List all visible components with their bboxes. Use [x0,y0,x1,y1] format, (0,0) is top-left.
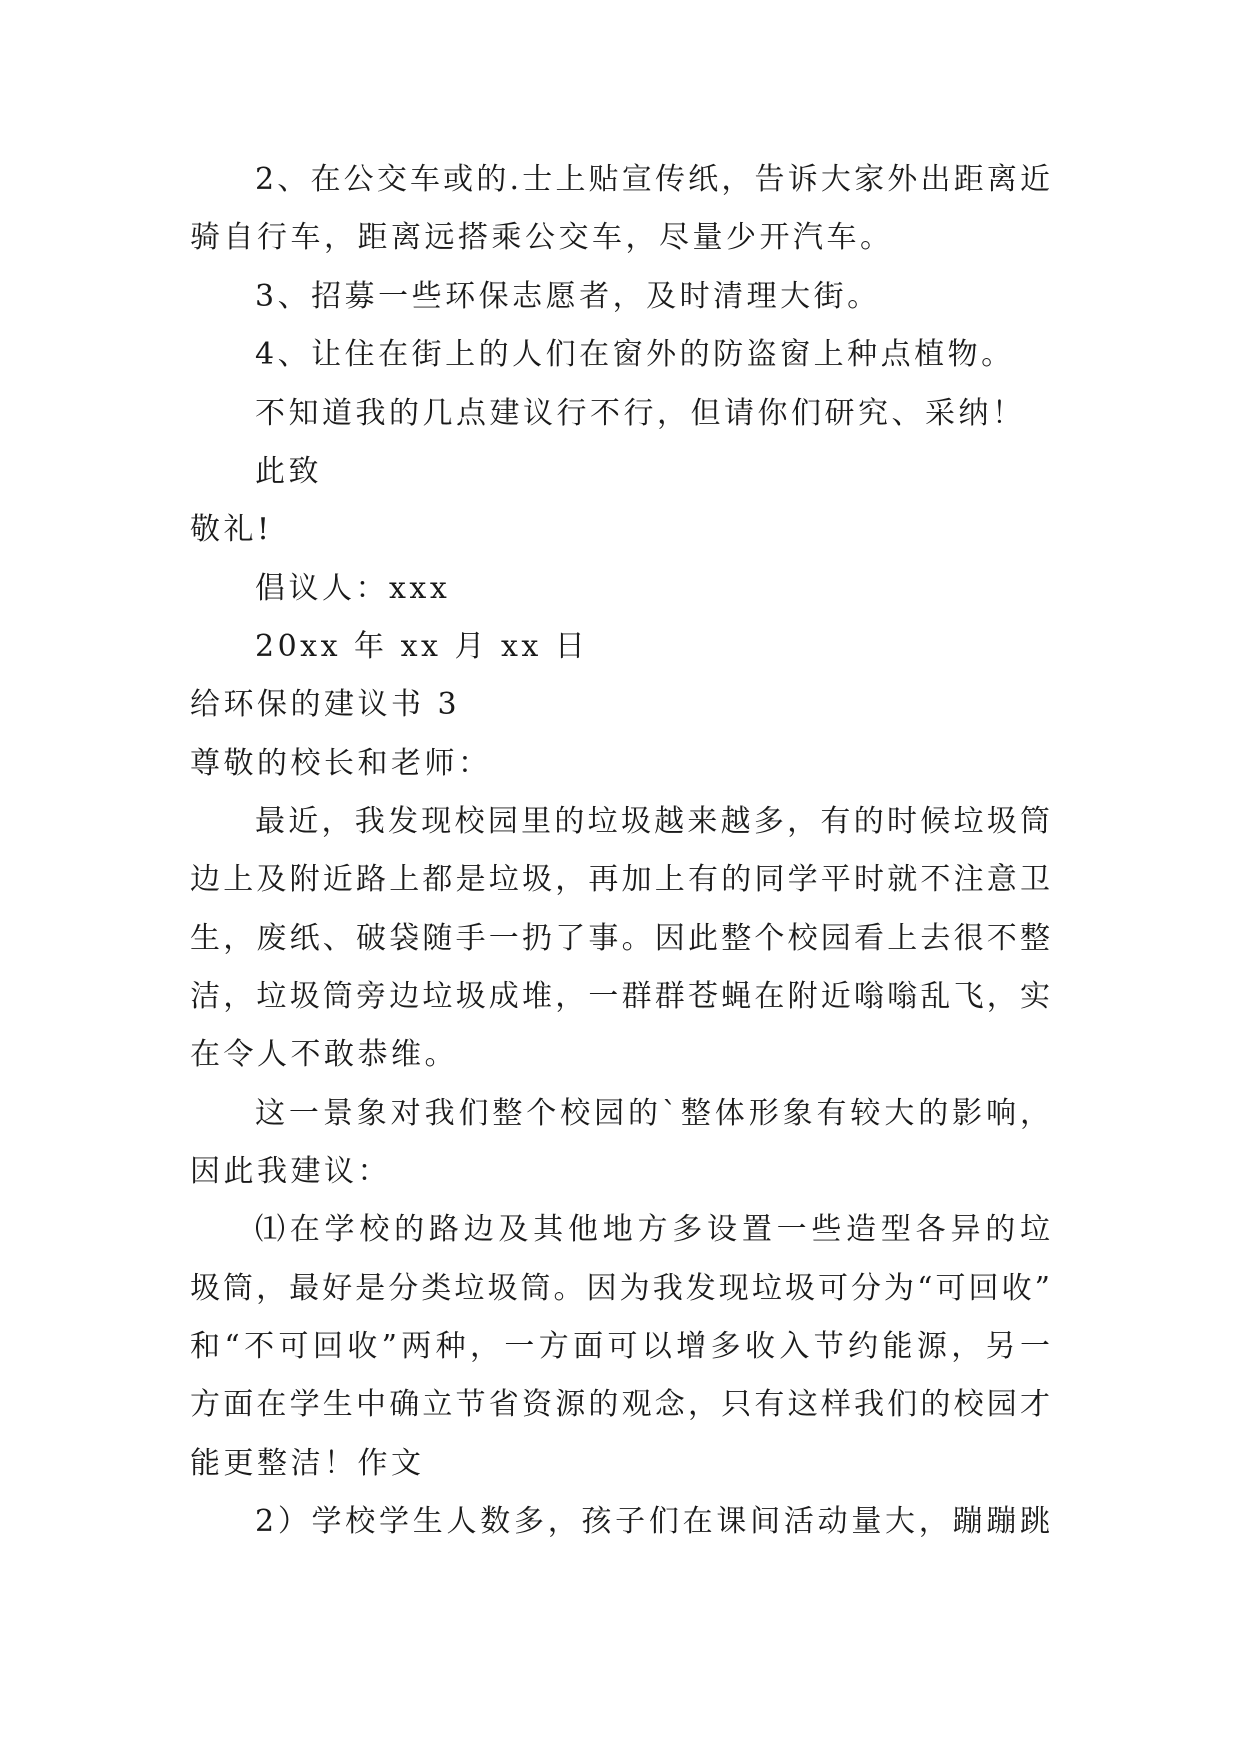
paragraph-line: ⑴在学校的路边及其他地方多设置一些造型各异的垃 [255,1212,1050,1247]
paragraph-line: 生，废纸、破袋随手一扔了事。因此整个校园看上去很不整 [190,921,1050,956]
paragraph-line: 骑自行车，距离远搭乘公交车，尽量少开汽车。 [190,220,894,255]
paragraph-line: 最近，我发现校园里的垃圾越来越多，有的时候垃圾筒 [255,804,1050,839]
paragraph-line: 在令人不敢恭维。 [190,1037,458,1072]
paragraph-line: 这一景象对我们整个校园的`整体形象有较大的影响， [255,1096,1050,1131]
paragraph-line: 2、在公交车或的.士上贴宣传纸，告诉大家外出距离近 [255,162,1050,197]
paragraph-line: 能更整洁！作文 [190,1446,425,1481]
greeting-line: 尊敬的校长和老师： [190,746,492,781]
signer-line: 倡议人：xxx [255,571,451,606]
paragraph-line: 4、让住在街上的人们在窗外的防盗窗上种点植物。 [255,337,1015,372]
closing-line: 此致 [255,454,322,489]
paragraph-line: 圾筒，最好是分类垃圾筒。因为我发现垃圾可分为“可回收” [190,1271,1050,1306]
date-line: 20xx 年 xx 月 xx 日 [255,629,589,664]
paragraph-line: 不知道我的几点建议行不行，但请你们研究、采纳！ [255,396,1026,431]
paragraph-line: 方面在学生中确立节省资源的观念，只有这样我们的校园才 [190,1387,1050,1422]
paragraph-line: 洁，垃圾筒旁边垃圾成堆，一群群苍蝇在附近嗡嗡乱飞，实 [190,979,1050,1014]
section-title: 给环保的建议书 3 [190,687,461,722]
paragraph-line: 边上及附近路上都是垃圾，再加上有的同学平时就不注意卫 [190,862,1050,897]
paragraph-line: 和“不可回收”两种，一方面可以增多收入节约能源，另一 [190,1329,1050,1364]
paragraph-line: 2）学校学生人数多，孩子们在课间活动量大，蹦蹦跳 [255,1504,1050,1539]
salutation-line: 敬礼! [190,512,273,547]
paragraph-line: 因此我建议： [190,1154,391,1189]
paragraph-line: 3、招募一些环保志愿者，及时清理大街。 [255,279,881,314]
